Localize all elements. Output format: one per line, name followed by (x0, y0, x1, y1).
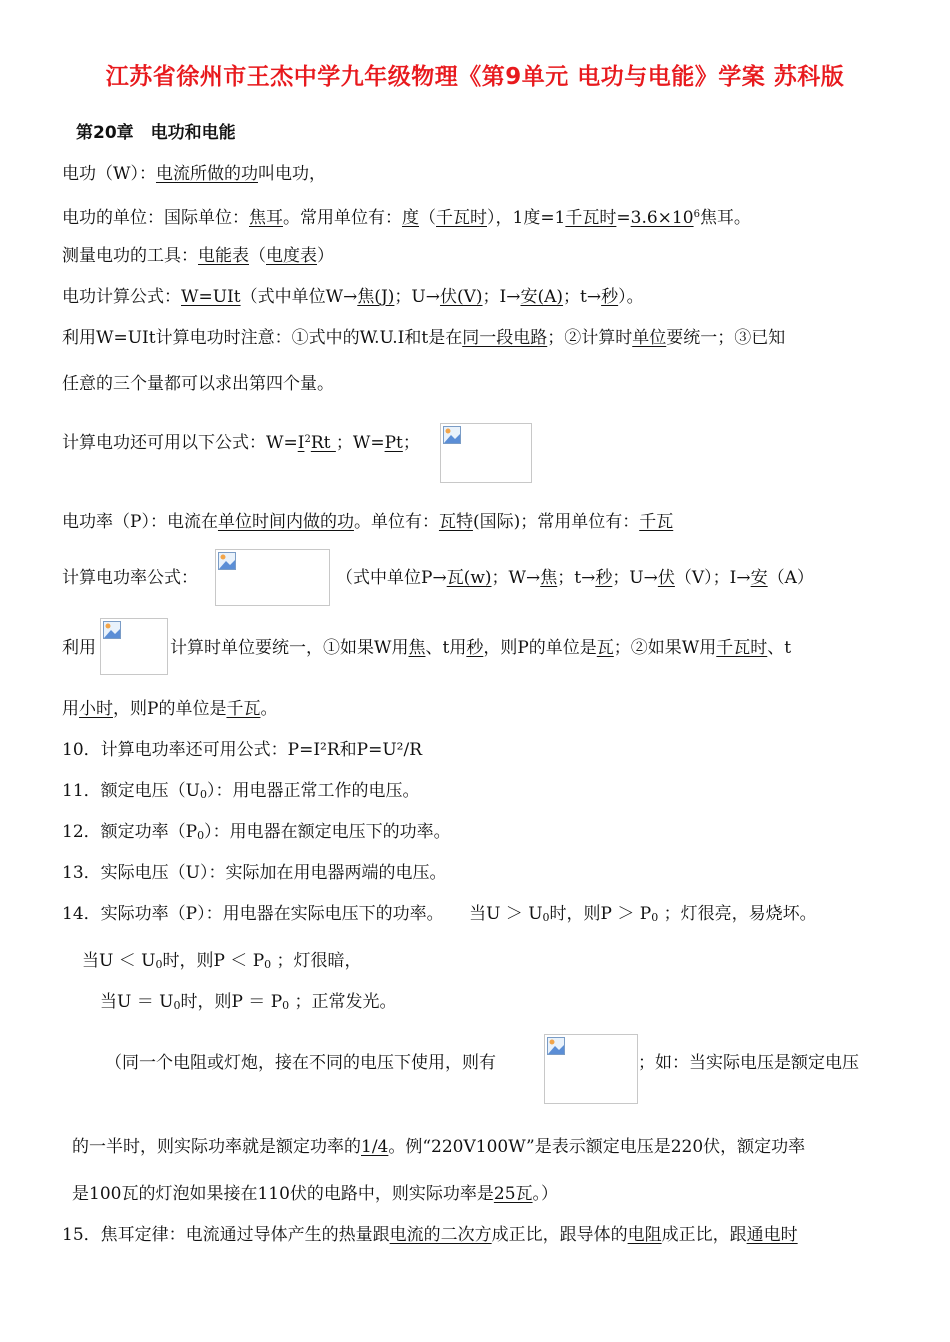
formula-image-placeholder (440, 423, 532, 483)
text-line-note-cont-1: 的一半时，则实际功率就是额定功率的1/4。例“220V100W”是表示额定电压是220伏，额定功率 (72, 1137, 806, 1157)
list-item-14-case-low: 当$U < U_0$时，则$P < P_0$ ；灯很暗， (82, 951, 362, 971)
text-line-work-definition: 电功（W）：电流所做的功叫电功， (62, 164, 326, 184)
text-line-other-work-formulas: 计算电功还可用以下公式：$W=I^2Rt$ ；W=Pt； (62, 433, 420, 453)
text-line-work-units: 电功的单位：国际单位：焦耳。常用单位有：度（千瓦时），1度=1千瓦时$=3.6\times 10^6$焦耳。 (62, 208, 751, 228)
formula-image-placeholder (215, 549, 330, 606)
list-item-13: 13．实际电压（U）：实际加在用电器两端的电压。 (62, 863, 447, 883)
text-line-note-a: （同一个电阻或灯炮，接在不同的电压下使用，则有 (105, 1053, 496, 1073)
list-item-14-case-equal: 当$U = U_0$时，则$P = P_0$ ；正常发光。 (100, 992, 397, 1012)
broken-image-icon (103, 621, 121, 639)
text-line-power-definition: 电功率（P）：电流在单位时间内做的功。单位有：瓦特(国际)；常用单位有：千瓦 (62, 512, 674, 532)
broken-image-icon (443, 426, 461, 444)
text-line-measure-tool: 测量电功的工具：电能表（电度表） (62, 246, 334, 266)
text-line-formula-notes-cont: 任意的三个量都可以求出第四个量。 (62, 374, 334, 394)
text-line-power-units-a: 利用 (62, 638, 96, 658)
text-line-work-formula: 电功计算公式：W=UIt（式中单位W→焦(J)；U→伏(V)；I→安(A)；t→秒）。 (62, 287, 644, 307)
chapter-heading: 第20章 电功和电能 (76, 123, 236, 143)
list-item-14: 14．实际功率（P）：用电器在实际电压下的功率。 当$U > U_0$时，则$P > P_0$ ；灯很亮，易烧坏。 (62, 904, 817, 924)
list-item-11: 11．额定电压$(U_0)$：用电器正常工作的电压。 (62, 781, 420, 801)
text-line-note-cont-2: 是100瓦的灯泡如果接在110伏的电路中，则实际功率是25瓦。） (72, 1184, 559, 1204)
list-item-12: 12．额定功率$(P_0)$：用电器在额定电压下的功率。 (62, 822, 451, 842)
formula-image-placeholder (544, 1034, 638, 1104)
formula-image-placeholder (100, 618, 168, 675)
text-line-note-b: ；如：当实际电压是额定电压 (638, 1053, 859, 1073)
text-line-power-formula-label: 计算电功率公式： (62, 568, 198, 588)
text-line-formula-notes: 利用W=UIt计算电功时注意：①式中的W.U.I和t是在同一段电路；②计算时单位要统一；③已知 (62, 328, 786, 348)
document-title: 江苏省徐州市王杰中学九年级物理《第9单元 电功与电能》学案 苏科版 (105, 64, 845, 90)
text-line-power-units-cont: 用小时，则P的单位是千瓦。 (62, 699, 278, 719)
text-line-power-units-b: 计算时单位要统一，①如果W用焦、t用秒，则P的单位是瓦；②如果W用千瓦时、t (170, 638, 792, 658)
list-item-10: 10．计算电功率还可用公式：P=I²R和P=U²/R (62, 740, 422, 760)
text-line-power-formula-units: （式中单位P→瓦(w)；W→焦；t→秒；U→伏（V）；I→安（A） (336, 568, 814, 588)
list-item-15: 15．焦耳定律：电流通过导体产生的热量跟电流的二次方成正比，跟导体的电阻成正比，跟通电时 (62, 1225, 798, 1245)
broken-image-icon (218, 552, 236, 570)
broken-image-icon (547, 1037, 565, 1055)
